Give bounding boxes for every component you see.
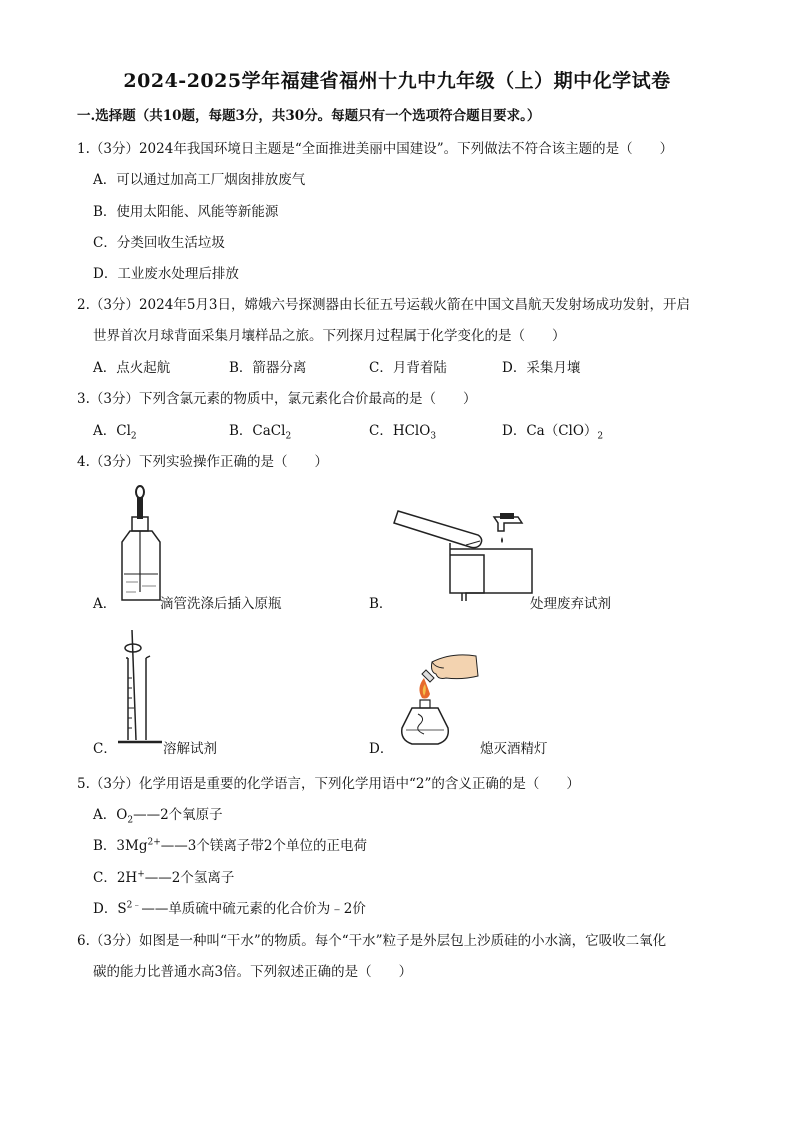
question-1-option-b: B．使用太阳能、风能等新能源 (93, 204, 279, 220)
question-6-stem-line2: 碳的能力比普通水高3倍。下列叙述正确的是（ ） (93, 964, 413, 980)
section-heading: 一.选择题（共10题，每题3分，共30分。每题只有一个选项符合题目要求。） (77, 108, 541, 124)
question-2-option-a: A．点火起航 (93, 360, 171, 376)
question-3-option-c: C．HClO$_3$ (369, 423, 437, 442)
question-4-option-a-caption: 滴管洗涤后插入原瓶 (160, 596, 282, 612)
question-3-option-d: D．$Ca(ClO)_2$ (502, 423, 604, 442)
question-2-stem-line2: 世界首次月球背面采集月壤样品之旅。下列探月过程属于化学变化的是（ ） (93, 328, 566, 344)
question-4-option-b-caption: 处理废弃试剂 (530, 596, 611, 612)
question-3-option-a: A．$Cl_2$ (93, 423, 137, 442)
page-title: 2024-2025学年福建省福州十九中九年级（上）期中化学试卷 (123, 70, 671, 92)
question-3-option-b: B．CaCl$_2$ (229, 423, 292, 442)
question-5-option-a: A．$O_2——2$个氧原子 (93, 807, 223, 826)
question-2-option-c: C．月背着陆 (369, 360, 447, 376)
question-4-option-c-caption: 溶解试剂 (163, 741, 217, 757)
question-5-stem: 5.（3分）化学用语是重要的化学语言，下列化学用语中“2”的含义正确的是（ ） (77, 776, 580, 792)
question-1-option-a: A．可以通过加高工厂烟囱排放废气 (93, 172, 306, 188)
question-4-option-b-label: B． (369, 596, 393, 612)
question-4-option-d-caption: 熄灭酒精灯 (480, 741, 548, 757)
question-6-stem-line1: 6.（3分）如图是一种叫“干水”的物质。每个“干水”粒子是外层包上沙质硅的小水滴，它吸收二氧化 (77, 933, 667, 949)
question-4-option-c-label: C． (93, 741, 117, 757)
question-1-stem: 1.（3分）2024年我国环境日主题是“全面推进美丽中国建设”。下列做法不符合该主题的是（ ） (77, 141, 674, 157)
cylinder-dissolve-figure (118, 628, 168, 750)
question-2-stem-line1: 2.（3分）2024年5月3日，嫦娥六号探测器由长征五号运载火箭在中国文昌航天发射场成功发射，开启 (77, 297, 691, 313)
question-3-stem: 3.（3分）下列含氯元素的物质中，氯元素化合价最高的是（ ） (77, 391, 477, 407)
question-1-option-c: C．分类回收生活垃圾 (93, 235, 225, 251)
question-4-stem: 4.（3分）下列实验操作正确的是（ ） (77, 454, 328, 470)
question-1-option-d: D．工业废水处理后排放 (93, 266, 239, 282)
question-5-option-b: B．$3Mg^{2+}——3$个镁离子带2个单位的正电荷 (93, 837, 367, 854)
dropper-bottle-figure (112, 482, 172, 607)
question-4-option-a-label: A． (93, 596, 117, 612)
question-2-option-b: B．箭器分离 (229, 360, 307, 376)
sink-disposal-figure (392, 505, 537, 605)
question-2-option-d: D．采集月壤 (502, 360, 581, 376)
alcohol-lamp-figure (392, 650, 484, 752)
question-5-option-c: C．2H+——2个氢离子 (93, 869, 235, 886)
question-5-option-d: D．$S^{2﹣}——$单质硫中硫元素的化合价为﹣2价 (93, 900, 366, 917)
question-4-option-d-label: D． (369, 741, 394, 757)
